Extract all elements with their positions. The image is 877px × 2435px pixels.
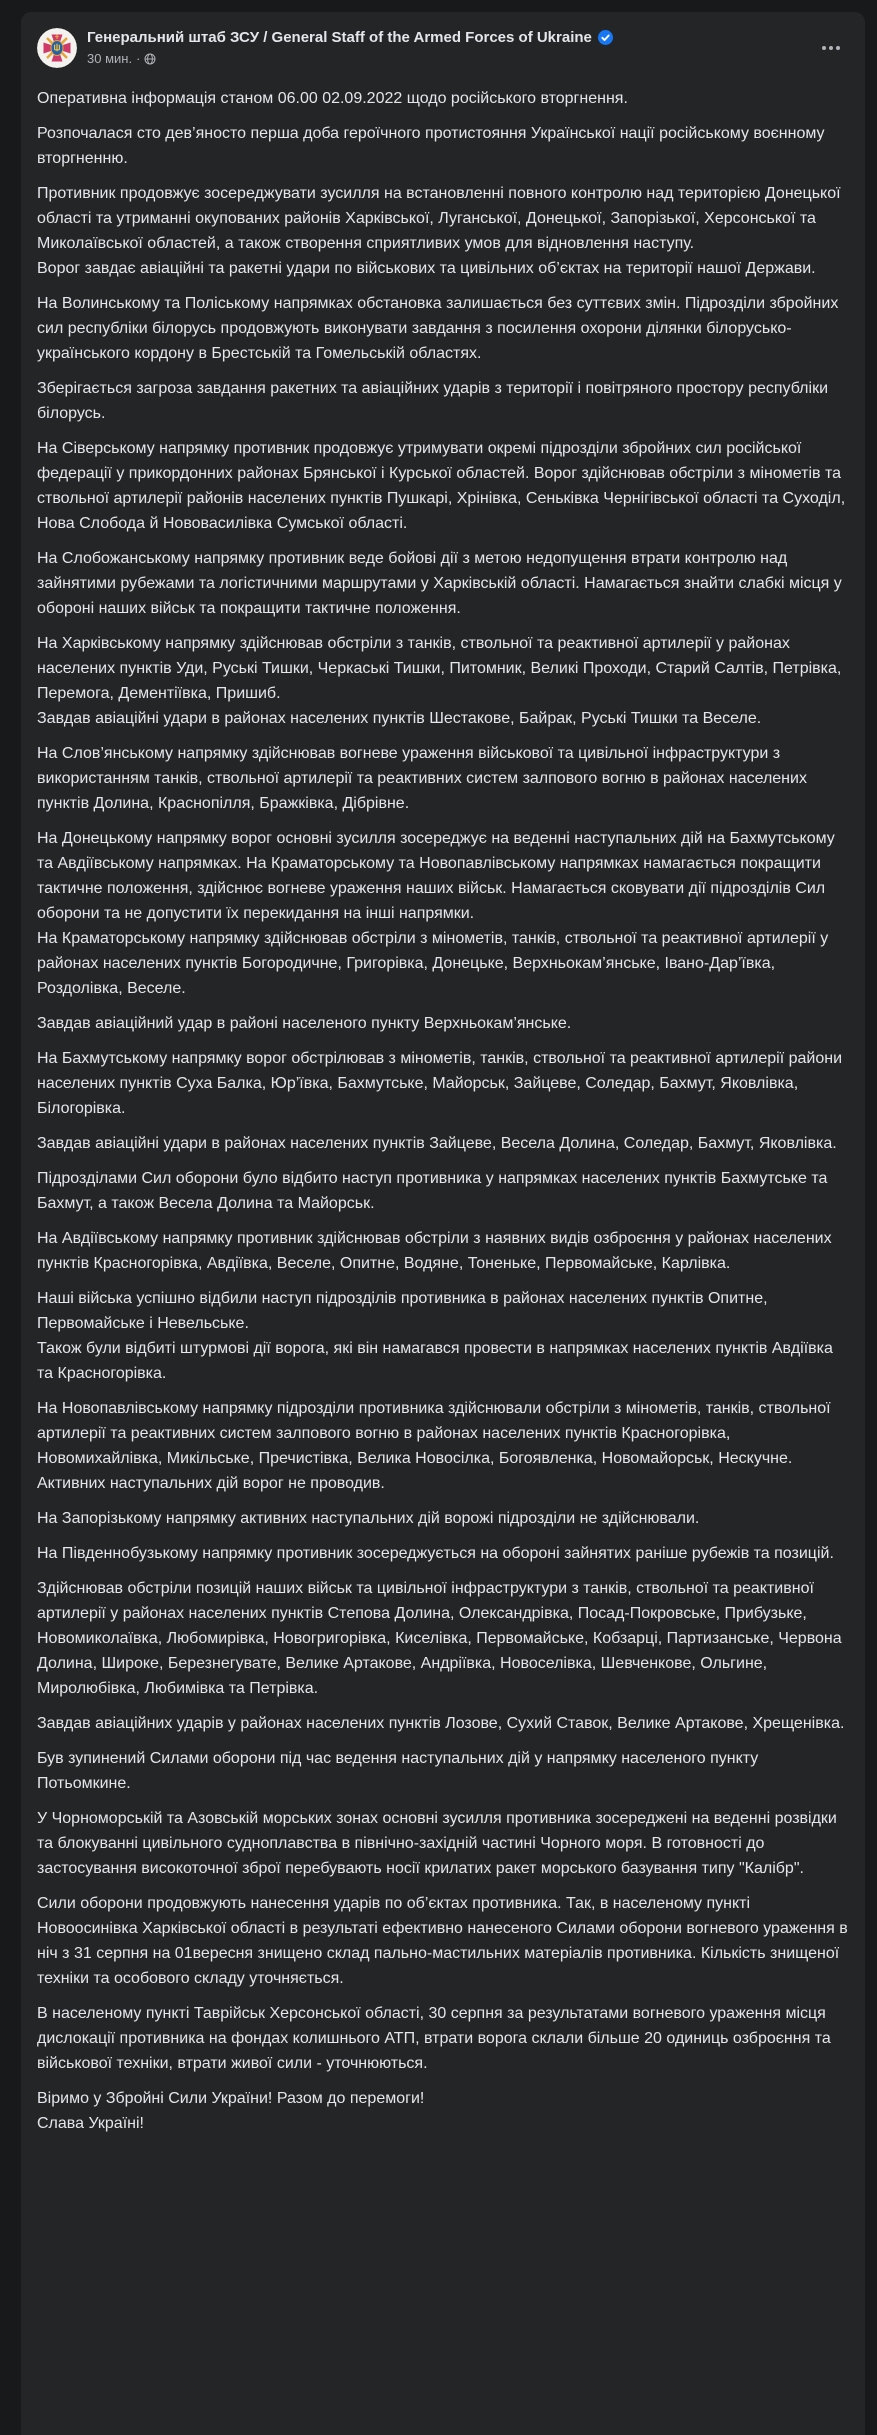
post-line: На Сіверському напрямку противник продовжує утримувати окремі підрозділи збройних сил російської федерації у прикордонних районах Брянської і Курської областей. Ворог здійснював обстріли з мінометів та ствольної артилерії районів населених пунктів Пушкарі, Хрінівка, Сеньківка Чернігівської області та Суходіл, Нова Слобода й Нововасилівка Сумської області. <box>37 440 846 532</box>
post-line: На Новопавлівському напрямку підрозділи противника здійснювали обстріли з мінометів, танків, ствольної артилерії та реактивних систем залпового вогню в районах населених пунктів Красногорівка, Новомихайлівка, Микільське, Пречистівка, Велика Новосілка, Богоявленка, Новомайорськ, Нескучне. Активних наступальних дій ворог не проводив. <box>37 1400 831 1492</box>
post-line: На Донецькому напрямку ворог основні зусилля зосереджує на веденні наступальних дій на Бахмутському та Авдіївському напрямках. На Краматорському та Новопавлівському напрямках намагається покращити тактичне положення, здійснює вогневе ураження наших військ. Намагається сковувати дії підрозділів Сил оборони та не допустити їх перекидання на інші напрямки. <box>37 830 835 922</box>
post-line: Слава Україні! <box>37 2115 144 2132</box>
post-line: На Авдіївському напрямку противник здійснював обстріли з наявних видів озброєння у районах населених пунктів Красногорівка, Авдіївка, Веселе, Опитне, Водяне, Тоненьке, Первомайське, Карлівка. <box>37 1230 832 1272</box>
post-line: На Краматорському напрямку здійснював обстріли з мінометів, танків, ствольної та реактивної артилерії у районах населених пунктів Богородичне, Григорівка, Донецьке, Верхньокам’янське, Івано-Дар’ївка, Роздолівка, Веселе. <box>37 930 829 997</box>
post-line: Також були відбиті штурмові дії ворога, які він намагався провести в напрямках населених пунктів Авдіївка та Красногорівка. <box>37 1340 833 1382</box>
timestamp-link[interactable]: 30 мин. <box>87 51 133 66</box>
page-avatar[interactable] <box>37 28 77 68</box>
post-paragraph <box>37 1396 849 1496</box>
post-paragraph <box>37 1711 849 1736</box>
post-paragraph <box>37 436 849 536</box>
post-options-button[interactable] <box>813 30 849 66</box>
post-line: Завдав авіаційний удар в районі населеного пункту Верхньокам’янське. <box>37 1015 572 1032</box>
post-paragraph <box>37 291 849 366</box>
general-staff-emblem-icon <box>37 28 77 68</box>
post-line: Підрозділами Сил оборони було відбито наступ противника у напрямках населених пунктів Бахмутське та Бахмут, а також Весела Долина та Майорськ. <box>37 1170 828 1212</box>
post-paragraph <box>37 2086 849 2136</box>
post-paragraph <box>37 741 849 816</box>
post-line: На Південнобузькому напрямку противник зосереджується на обороні зайнятих раніше рубежів та позицій. <box>37 1545 834 1562</box>
post-meta <box>87 51 813 66</box>
post-paragraph <box>37 1746 849 1796</box>
post-paragraph <box>37 546 849 621</box>
post-line: На Слов’янському напрямку здійснював вогневе ураження військової та цивільної інфраструктури з використанням танків, ствольної артилерії та реактивних систем залпового вогню в районах населених пунктів Долина, Краснопілля, Бражківка, Дібрівне. <box>37 745 807 812</box>
post-paragraph <box>37 1131 849 1156</box>
post-paragraph <box>37 1286 849 1386</box>
post-paragraph <box>37 631 849 731</box>
post-line: Сили оборони продовжують нанесення ударів по об’єктах противника. Так, в населеному пункті Новоосинівка Харківської області в результаті ефективно нанесеного Силами оборони вогневого ураження в ніч з 31 серпня на 01вересня знищено склад пально-мастильних матеріалів противника. Кількість знищеної техніки та особового складу уточняється. <box>37 1895 848 1987</box>
post-line: Завдав авіаційних ударів у районах населених пунктів Лозове, Сухий Ставок, Велике Артакове, Хрещенівка. <box>37 1715 845 1732</box>
post-paragraph <box>37 181 849 281</box>
post-line: В населеному пункті Таврійськ Херсонської області, 30 серпня за результатами вогневого ураження місця дислокації противника на фондах колишнього АТП, втрати ворога склали більше 20 одиниць озброєння та військової техніки, втрати живої сили - уточнюються. <box>37 2005 831 2072</box>
post-text <box>21 86 865 2152</box>
post-paragraph <box>37 1891 849 1991</box>
post-line: Наші війська успішно відбили наступ підрозділів противника в районах населених пунктів Опитне, Первомайське і Невельське. <box>37 1290 768 1332</box>
verified-badge-icon <box>598 30 613 45</box>
post-line: На Запорізькому напрямку активних наступальних дій ворожі підрозділи не здійснювали. <box>37 1510 700 1527</box>
post-paragraph <box>37 1011 849 1036</box>
post-paragraph <box>37 1506 849 1531</box>
post-paragraph <box>37 2001 849 2076</box>
post-header-info <box>87 28 813 66</box>
post-line: Противник продовжує зосереджувати зусилля на встановленні повного контролю над територією Донецької області та утриманні окупованих районів Харківської, Луганської, Донецької, Запорізької, Херсонської та Миколаївської областей, а також створення сприятливих умов для відновлення наступу. <box>37 185 841 252</box>
post-line: Здійснював обстріли позицій наших військ та цивільної інфраструктури з танків, ствольної та реактивної артилерії у районах населених пунктів Степова Долина, Олександрівка, Посад-Покровське, Прибузьке, Новомиколаївка, Любомирівка, Новогригорівка, Киселівка, Первомайське, Кобзарці, Партизанське, Червона Долина, Широке, Березнегувате, Велике Артакове, Андріївка, Новоселівка, Шевченкове, Ольгине, Миролюбівка, Любимівка та Петрівка. <box>37 1580 842 1697</box>
post-line: Розпочалася сто дев’яносто перша доба героїчного протистояння Української нації російському воєнному вторгненню. <box>37 125 825 167</box>
post-line: У Чорноморській та Азовській морських зонах основні зусилля противника зосереджені на веденні розвідки та блокуванні цивільного судноплавства в північно-західній частині Чорного моря. В готовності до застосування високоточної зброї перебувають носії крилатих ракет морського базування типу "Калібр". <box>37 1810 837 1877</box>
post-paragraph <box>37 1166 849 1216</box>
facebook-post-card <box>21 12 865 2435</box>
post-line: Завдав авіаційні удари в районах населених пунктів Зайцеве, Весела Долина, Соледар, Бахмут, Яковлівка. <box>37 1135 837 1152</box>
post-paragraph <box>37 1576 849 1701</box>
globe-icon <box>144 53 156 65</box>
post-line: Віримо у Збройні Сили України! Разом до перемоги! <box>37 2090 425 2107</box>
post-line: Завдав авіаційні удари в районах населених пунктів Шестакове, Байрак, Руські Тишки та Веселе. <box>37 710 762 727</box>
page-name-link[interactable]: Генеральний штаб ЗСУ / General Staff of the Armed Forces of Ukraine <box>87 29 592 46</box>
post-line: На Бахмутському напрямку ворог обстрілював з мінометів, танків, ствольної та реактивної артилерії райони населених пунктів Суха Балка, Юр’ївка, Бахмутське, Майорськ, Зайцеве, Соледар, Бахмут, Яковлівка, Білогорівка. <box>37 1050 843 1117</box>
post-header <box>21 12 865 68</box>
post-line: Зберігається загроза завдання ракетних та авіаційних ударів з території і повітряного простору республіки білорусь. <box>37 380 828 422</box>
post-paragraph <box>37 86 849 111</box>
post-line: На Харківському напрямку здійснював обстріли з танків, ствольної та реактивної артилерії у районах населених пунктів Уди, Руські Тишки, Черкаські Тишки, Питомник, Великі Проходи, Старий Салтів, Петрівка, Перемога, Дементіївка, Пришиб. <box>37 635 842 702</box>
post-paragraph <box>37 826 849 1001</box>
post-line: На Волинському та Поліському напрямках обстановка залишається без суттєвих змін. Підрозділи збройних сил республіки білорусь продовжують виконувати завдання з посилення охорони ділянки білорусько-українського кордону в Брестській та Гомельській областях. <box>37 295 839 362</box>
post-paragraph <box>37 1046 849 1121</box>
post-line: На Слобожанському напрямку противник веде бойові дії з метою недопущення втрати контролю над зайнятими рубежами та логістичними маршрутами у Харківській області. Намагається знайти слабкі місця у обороні наших військ та покращити тактичне положення. <box>37 550 842 617</box>
ellipsis-icon <box>822 46 826 50</box>
meta-separator: · <box>136 51 141 66</box>
post-paragraph <box>37 1806 849 1881</box>
post-paragraph <box>37 121 849 171</box>
post-paragraph <box>37 1541 849 1566</box>
post-paragraph <box>37 1226 849 1276</box>
post-line: Був зупинений Силами оборони під час ведення наступальних дій у напрямку населеного пункту Потьомкине. <box>37 1750 759 1792</box>
post-line: Ворог завдає авіаційні та ракетні удари по військових та цивільних об’єктах на території нашої Держави. <box>37 260 816 277</box>
post-paragraph <box>37 376 849 426</box>
post-line: Оперативна інформація станом 06.00 02.09.2022 щодо російського вторгнення. <box>37 90 628 107</box>
